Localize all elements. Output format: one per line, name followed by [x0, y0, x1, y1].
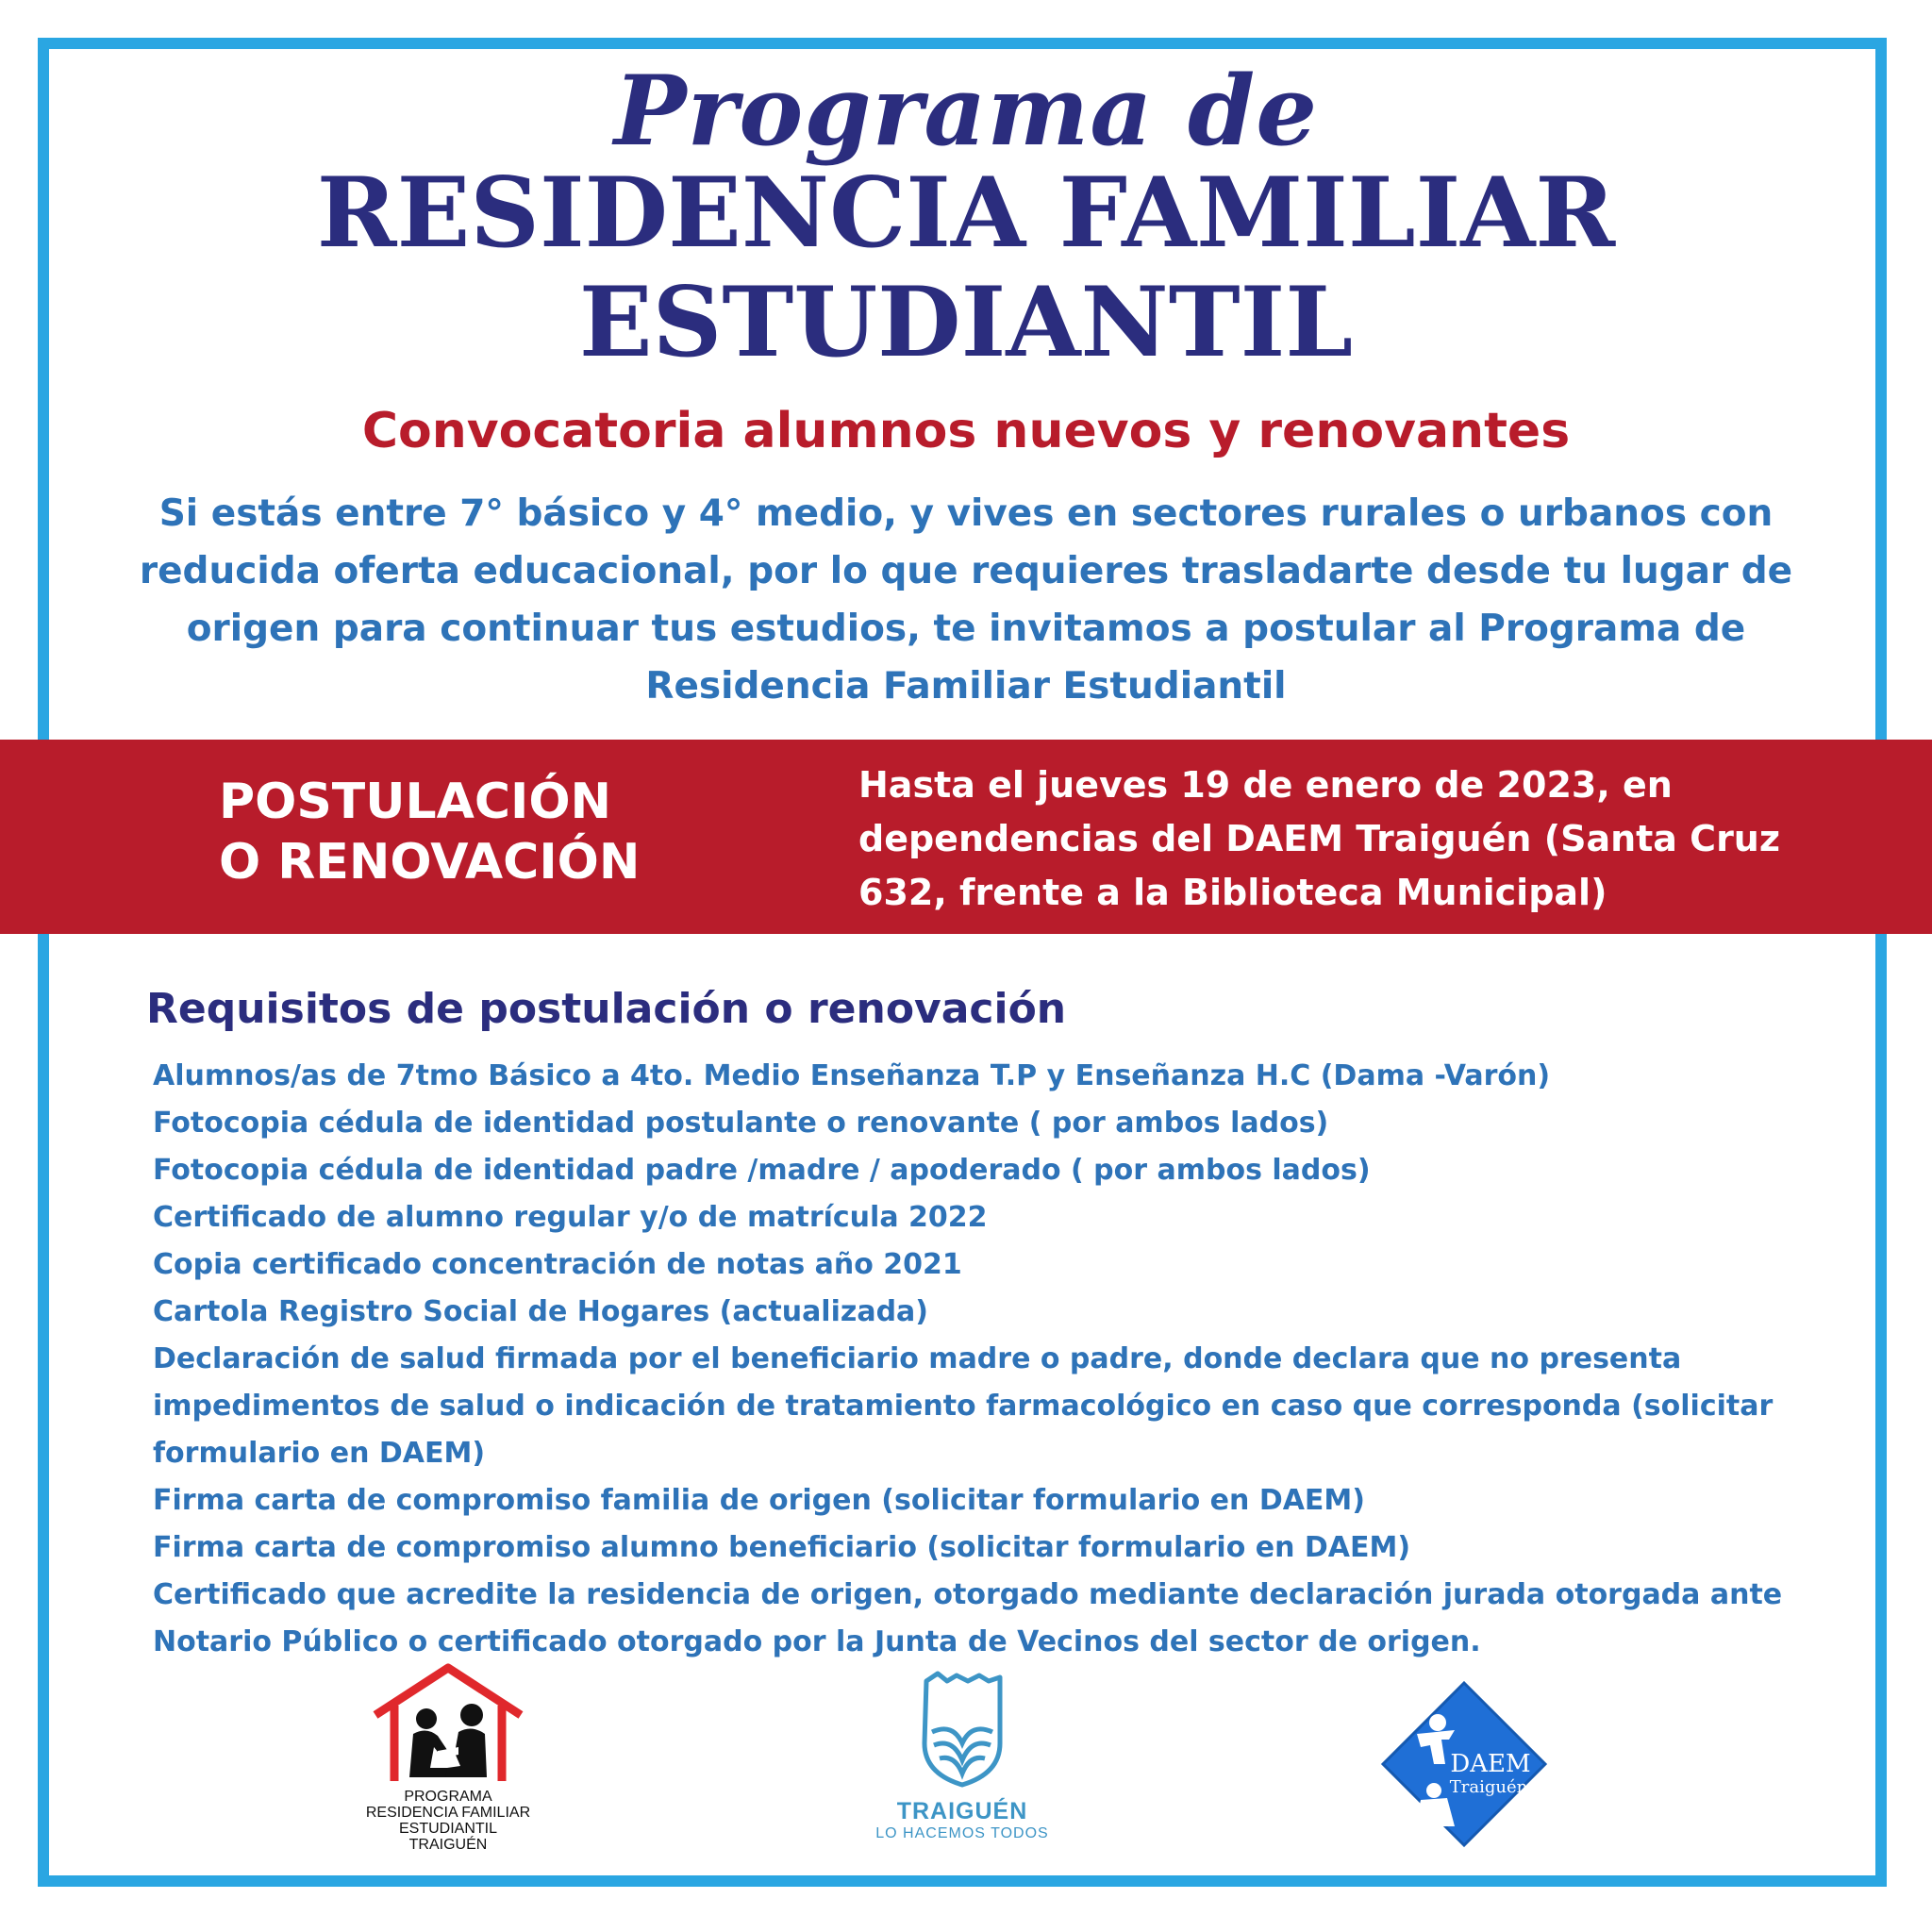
requirement-item: Declaración de salud firmada por el beneficiario madre o padre, donde declara que no presenta impedimentos de salud o indicación de tratamiento farmacológico en caso que corresponda (solicitar formulario en DAEM): [153, 1342, 1774, 1470]
intro-paragraph: Si estás entre 7° básico y 4° medio, y vives en sectores rurales o urbanos con reducida oferta educacional, por lo que requieres trasladarte desde tu lugar de origen para continuar tus estudios, te invitamos a postular al Programa de Residencia Familiar Estudiantil: [139, 492, 1793, 708]
requirement-item: Alumnos/as de 7tmo Básico a 4to. Medio Enseñanza T.P y Enseñanza H.C (Dama -Varón): [153, 1059, 1551, 1092]
subtitle: Convocatoria alumnos nuevos y renovantes: [361, 403, 1571, 459]
requirement-item: Certificado que acredite la residencia de origen, otorgado mediante declaración jurada otorgada ante Notario Público o certificado otorgado por la Junta de Vecinos del sector de origen.: [153, 1578, 1783, 1658]
application-banner: [0, 740, 1932, 934]
program-logo-caption-1: PROGRAMA: [404, 1789, 492, 1805]
traiguen-name: TRAIGUÉN: [896, 1798, 1028, 1824]
requirement-item: Firma carta de compromiso alumno beneficiario (solicitar formulario en DAEM): [153, 1531, 1411, 1564]
requirements-title: Requisitos de postulación o renovación: [146, 985, 1067, 1033]
title-line-3: ESTUDIANTIL: [578, 266, 1354, 379]
requirement-item: Fotocopia cédula de identidad postulante o renovante ( por ambos lados): [153, 1107, 1329, 1140]
program-logo-caption-3: ESTUDIANTIL: [398, 1821, 497, 1837]
requirement-item: Firma carta de compromiso familia de origen (solicitar formulario en DAEM): [153, 1484, 1365, 1517]
requirement-item: Cartola Registro Social de Hogares (actualizada): [153, 1295, 929, 1328]
requirement-item: Fotocopia cédula de identidad padre /madre / apoderado ( por ambos lados): [153, 1154, 1371, 1187]
requirement-item: Copia certificado concentración de notas año 2021: [153, 1248, 962, 1281]
banner-detail: Hasta el jueves 19 de enero de 2023, en dependencias del DAEM Traiguén (Santa Cruz 632, frente a la Biblioteca Municipal): [858, 764, 1780, 913]
daem-text: DAEM: [1450, 1750, 1531, 1778]
requirement-item: Certificado de alumno regular y/o de matrícula 2022: [153, 1201, 988, 1234]
program-logo-caption-2: RESIDENCIA FAMILIAR: [365, 1805, 531, 1821]
title-line-1: Programa de: [613, 55, 1319, 168]
daem-diamond-icon: [1379, 1679, 1549, 1849]
program-logo: [349, 1662, 547, 1853]
traiguen-logo: [849, 1668, 1075, 1842]
daem-logo: [1379, 1679, 1549, 1849]
program-logo-caption-4: TRAIGUÉN: [408, 1837, 488, 1853]
traiguen-tagline: LO HACEMOS TODOS: [875, 1825, 1049, 1841]
traiguen-shield-icon: [915, 1668, 1009, 1789]
title-line-2: RESIDENCIA FAMILIAR: [316, 157, 1616, 270]
banner-label: POSTULACIÓN O RENOVACIÓN: [219, 774, 641, 891]
house-children-reading-icon: [368, 1662, 528, 1785]
requirements-list: [153, 1053, 1813, 1666]
daem-town-text: Traiguén: [1449, 1777, 1528, 1797]
